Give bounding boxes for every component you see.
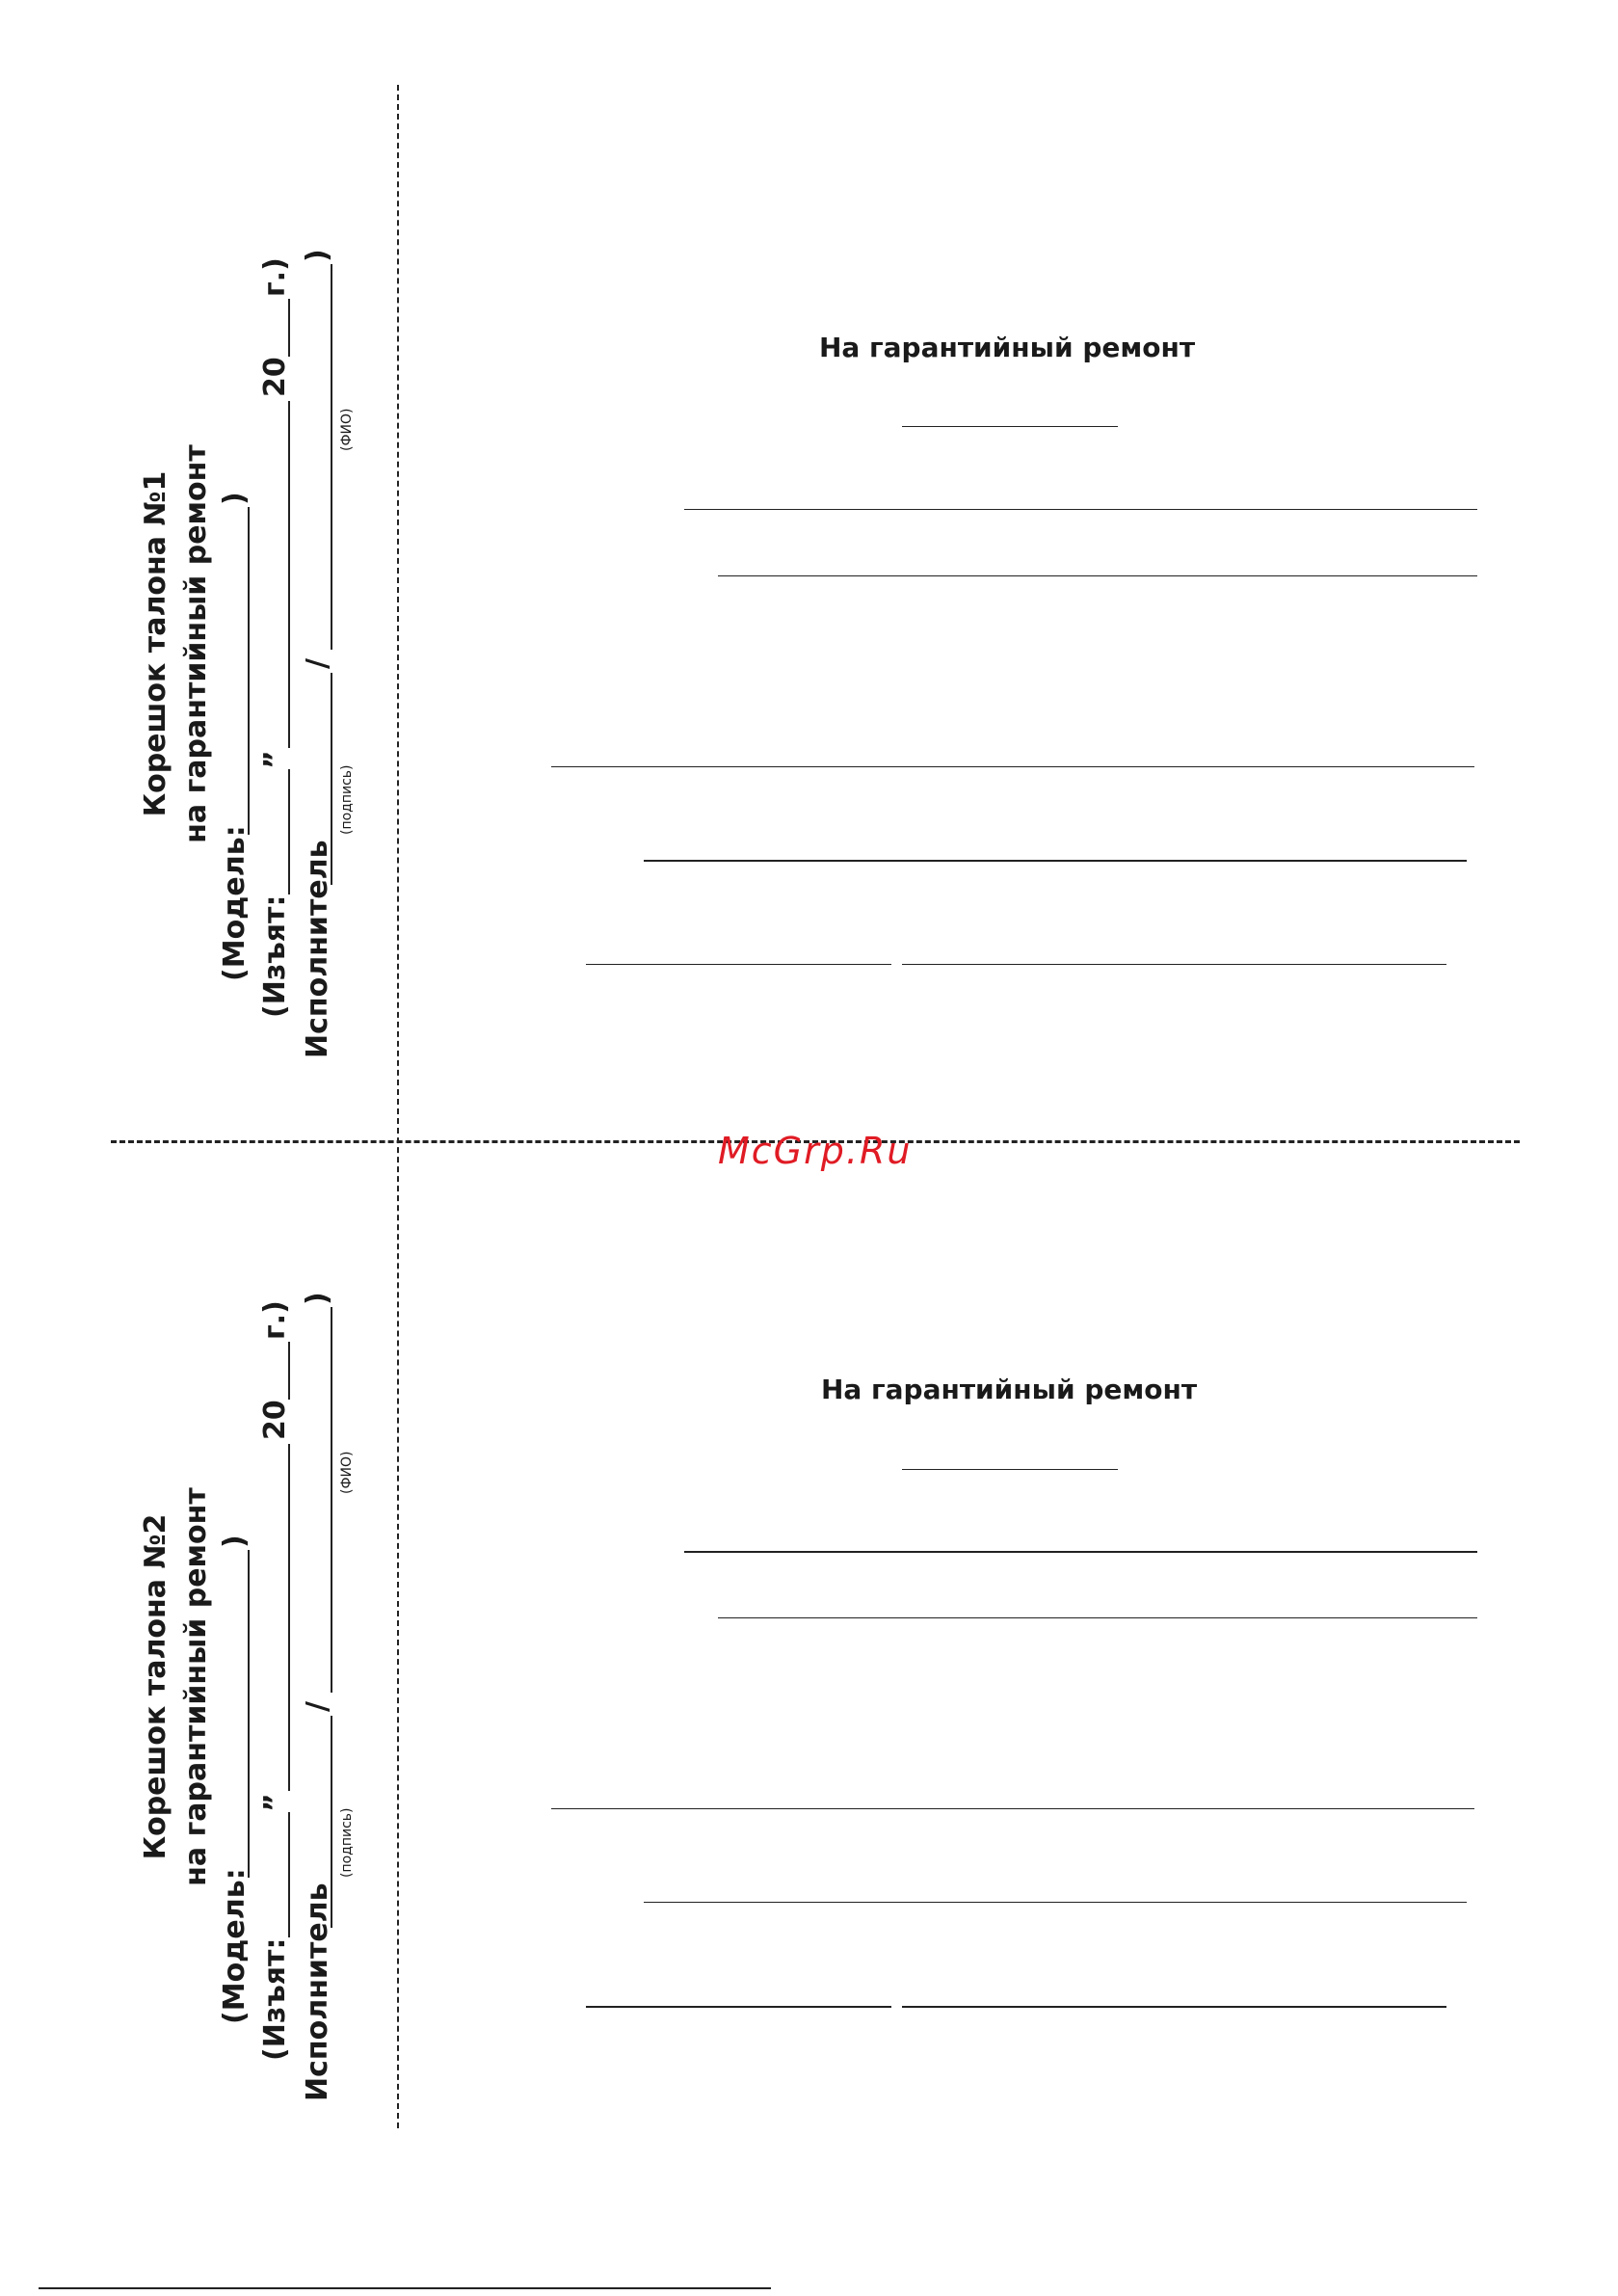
blank-line[interactable]: [551, 1808, 1474, 1809]
year-field[interactable]: [256, 1342, 290, 1400]
taken-label: (Изъят:: [258, 1937, 292, 2061]
name-caption: (ФИО): [339, 1451, 355, 1494]
model-label: (Модель:: [218, 1868, 252, 2024]
name-caption: (ФИО): [339, 408, 355, 451]
taken-label: (Изъят:: [258, 894, 292, 1018]
blank-line[interactable]: [644, 1902, 1467, 1903]
blank-line[interactable]: [586, 964, 891, 965]
name-field[interactable]: [299, 1307, 332, 1693]
stub-heading: Корешок талона №2: [139, 1513, 172, 1860]
blank-line[interactable]: [718, 575, 1477, 576]
executor-close: ): [301, 1292, 334, 1305]
model-close: ): [218, 492, 252, 505]
stub-subheading: на гарантийный ремонт: [179, 444, 213, 843]
model-close: ): [218, 1535, 252, 1548]
page-bottom-rule: [39, 2287, 771, 2289]
name-field[interactable]: [299, 264, 332, 650]
taken-month-field[interactable]: [256, 1444, 290, 1791]
taken-day-field[interactable]: [256, 1812, 290, 1937]
signature-field[interactable]: [299, 1716, 332, 1928]
taken-month-field[interactable]: [256, 401, 290, 748]
stub-subheading: на гарантийный ремонт: [179, 1487, 213, 1886]
blank-line[interactable]: [684, 1551, 1477, 1553]
coupon-title: На гарантийный ремонт: [820, 1374, 1198, 1405]
watermark: McGrp.Ru: [718, 1130, 913, 1172]
blank-line[interactable]: [902, 964, 1446, 965]
year-field[interactable]: [256, 299, 290, 357]
coupon-stub-1: [135, 229, 385, 1058]
model-field[interactable]: [216, 507, 250, 835]
blank-line[interactable]: [718, 1617, 1477, 1618]
executor-label: Исполнитель: [301, 840, 334, 1058]
coupon-stub-2: [135, 1272, 385, 2101]
blank-line[interactable]: [551, 766, 1474, 767]
signature-field[interactable]: [299, 673, 332, 885]
coupon-title: На гарантийный ремонт: [818, 332, 1196, 363]
signature-caption: (подпись): [339, 764, 355, 835]
blank-line[interactable]: [902, 1469, 1118, 1470]
blank-line[interactable]: [902, 426, 1118, 427]
year-suffix: г.): [258, 257, 292, 297]
blank-line[interactable]: [684, 509, 1477, 510]
blank-line[interactable]: [586, 2006, 891, 2008]
executor-label: Исполнитель: [301, 1882, 334, 2101]
year-prefix: 20: [258, 1400, 292, 1440]
stub-heading: Корешок талона №1: [139, 470, 172, 817]
quote-mark: ”: [258, 1793, 292, 1812]
model-label: (Модель:: [218, 825, 252, 981]
vertical-cut-line: [397, 85, 399, 2128]
blank-line[interactable]: [644, 860, 1467, 862]
year-prefix: 20: [258, 357, 292, 397]
slash: /: [301, 658, 334, 669]
year-suffix: г.): [258, 1300, 292, 1340]
model-field[interactable]: [216, 1550, 250, 1878]
blank-line[interactable]: [902, 2006, 1446, 2008]
taken-day-field[interactable]: [256, 769, 290, 894]
quote-mark: ”: [258, 750, 292, 769]
executor-close: ): [301, 249, 334, 262]
slash: /: [301, 1701, 334, 1712]
signature-caption: (подпись): [339, 1807, 355, 1878]
